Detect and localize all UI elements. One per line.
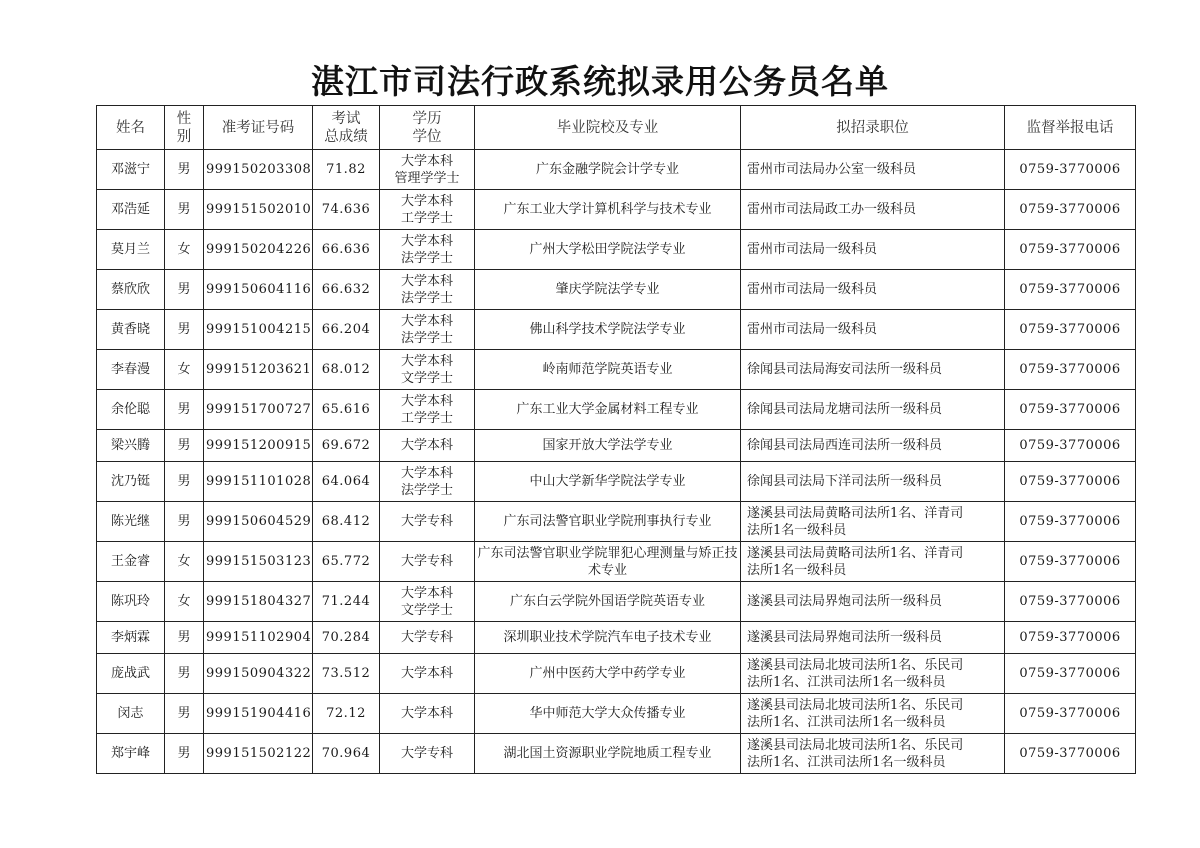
cell-education-degree: 大学本科 (400, 393, 453, 409)
cell-score: 66.636 (313, 230, 380, 270)
cell-name: 梁兴腾 (97, 430, 165, 462)
cell-name: 陈光继 (97, 502, 165, 542)
cell-school: 广东金融学院会计学专业 (475, 150, 741, 190)
cell-exam-id: 999151102904 (204, 622, 313, 654)
cell-education (380, 694, 475, 734)
table-row (97, 502, 1136, 542)
table-row (97, 150, 1136, 190)
cell-exam-id: 999150203308 (204, 150, 313, 190)
cell-exam-id: 999151502010 (204, 190, 313, 230)
cell-exam-id: 999151503123 (204, 542, 313, 582)
cell-school: 肇庆学院法学专业 (475, 270, 741, 310)
cell-education-degree: 大学本科 (400, 585, 453, 601)
cell-phone: 0759-3770006 (1005, 190, 1136, 230)
cell-name: 余伦聪 (97, 390, 165, 430)
cell-phone: 0759-3770006 (1005, 230, 1136, 270)
table-row (97, 350, 1136, 390)
cell-education (380, 230, 475, 270)
cell-education-degree: 大学本科 (400, 666, 453, 681)
cell-education-degree: 大学本科 (400, 153, 453, 169)
cell-position-line1: 遂溪县司法局界炮司法所一级科员 (747, 594, 943, 609)
cell-phone: 0759-3770006 (1005, 622, 1136, 654)
cell-phone: 0759-3770006 (1005, 502, 1136, 542)
cell-position-line2: 法所1名一级科员 (747, 562, 847, 578)
cell-position (741, 462, 1005, 502)
cell-phone: 0759-3770006 (1005, 270, 1136, 310)
header-score (313, 106, 380, 150)
table-row (97, 270, 1136, 310)
cell-education-title: 工学学士 (400, 410, 453, 426)
table-row (97, 230, 1136, 270)
cell-education (380, 582, 475, 622)
cell-education-degree: 大学专科 (400, 630, 453, 645)
cell-gender: 女 (165, 350, 204, 390)
cell-position (741, 694, 1005, 734)
cell-phone: 0759-3770006 (1005, 542, 1136, 582)
cell-position-line2: 法所1名、江洪司法所1名一级科员 (747, 754, 946, 770)
cell-name: 沈乃铤 (97, 462, 165, 502)
cell-education-title: 文学学士 (400, 370, 453, 386)
cell-name: 李炳霖 (97, 622, 165, 654)
cell-exam-id: 999150204226 (204, 230, 313, 270)
cell-exam-id: 999150604529 (204, 502, 313, 542)
table-row (97, 582, 1136, 622)
cell-position-line1: 雷州市司法局一级科员 (747, 282, 878, 297)
cell-name: 蔡欣欣 (97, 270, 165, 310)
cell-name: 王金睿 (97, 542, 165, 582)
cell-phone: 0759-3770006 (1005, 694, 1136, 734)
cell-position (741, 622, 1005, 654)
cell-position-line1: 徐闻县司法局下洋司法所一级科员 (747, 474, 943, 489)
cell-position-line1: 遂溪县司法局北坡司法所1名、乐民司 (747, 697, 964, 713)
cell-name: 邓浩延 (97, 190, 165, 230)
cell-exam-id: 999150604116 (204, 270, 313, 310)
cell-gender: 男 (165, 430, 204, 462)
cell-school: 广东司法警官职业学院罪犯心理测量与矫正技术专业 (475, 542, 741, 582)
table-row (97, 734, 1136, 774)
table-row (97, 462, 1136, 502)
cell-gender: 男 (165, 734, 204, 774)
cell-gender: 男 (165, 694, 204, 734)
cell-score: 66.632 (313, 270, 380, 310)
cell-position (741, 734, 1005, 774)
cell-school: 广东白云学院外国语学院英语专业 (475, 582, 741, 622)
cell-name: 李春漫 (97, 350, 165, 390)
cell-score: 68.012 (313, 350, 380, 390)
header-education-line1: 学历 (412, 110, 442, 127)
cell-position (741, 190, 1005, 230)
cell-position (741, 350, 1005, 390)
header-score-line1: 考试 (331, 110, 361, 127)
cell-gender: 男 (165, 270, 204, 310)
cell-exam-id: 999151200915 (204, 430, 313, 462)
cell-position (741, 310, 1005, 350)
cell-name: 闵志 (97, 694, 165, 734)
cell-education (380, 430, 475, 462)
cell-school: 广州中医药大学中药学专业 (475, 654, 741, 694)
cell-position (741, 270, 1005, 310)
header-gender (165, 106, 204, 150)
cell-position (741, 502, 1005, 542)
header-score-line2: 总成绩 (324, 128, 368, 145)
cell-education-degree: 大学本科 (400, 313, 453, 329)
cell-phone: 0759-3770006 (1005, 654, 1136, 694)
cell-score: 65.616 (313, 390, 380, 430)
table-row (97, 622, 1136, 654)
cell-gender: 男 (165, 654, 204, 694)
cell-exam-id: 999151700727 (204, 390, 313, 430)
cell-education-title: 法学学士 (400, 482, 453, 498)
cell-score: 70.284 (313, 622, 380, 654)
cell-position-line1: 雷州市司法局办公室一级科员 (747, 162, 917, 177)
cell-position-line1: 徐闻县司法局海安司法所一级科员 (747, 362, 943, 377)
header-gender-line2: 别 (176, 128, 192, 145)
cell-phone: 0759-3770006 (1005, 582, 1136, 622)
cell-education-title: 管理学学士 (394, 170, 460, 186)
cell-education-degree: 大学本科 (400, 465, 453, 481)
cell-phone: 0759-3770006 (1005, 310, 1136, 350)
cell-education (380, 310, 475, 350)
table-row (97, 390, 1136, 430)
cell-education-degree: 大学专科 (400, 554, 453, 569)
cell-gender: 男 (165, 462, 204, 502)
cell-score: 68.412 (313, 502, 380, 542)
cell-education-degree: 大学本科 (400, 353, 453, 369)
cell-gender: 男 (165, 390, 204, 430)
table-row (97, 430, 1136, 462)
cell-phone: 0759-3770006 (1005, 462, 1136, 502)
cell-gender: 男 (165, 502, 204, 542)
cell-phone: 0759-3770006 (1005, 430, 1136, 462)
cell-gender: 女 (165, 542, 204, 582)
cell-phone: 0759-3770006 (1005, 350, 1136, 390)
document-title: 湛江市司法行政系统拟录用公务员名单 (311, 62, 889, 101)
header-school: 毕业院校及专业 (475, 106, 741, 150)
cell-name: 庞战武 (97, 654, 165, 694)
cell-gender: 男 (165, 190, 204, 230)
cell-education-title: 工学学士 (400, 210, 453, 226)
cell-phone: 0759-3770006 (1005, 150, 1136, 190)
cell-gender: 女 (165, 582, 204, 622)
cell-score: 69.672 (313, 430, 380, 462)
cell-education-degree: 大学本科 (400, 193, 453, 209)
header-education-line2: 学位 (412, 128, 442, 145)
cell-education-degree: 大学本科 (400, 273, 453, 289)
cell-score: 71.244 (313, 582, 380, 622)
cell-position (741, 542, 1005, 582)
cell-score: 66.204 (313, 310, 380, 350)
cell-education-title: 法学学士 (400, 330, 453, 346)
cell-position-line1: 徐闻县司法局龙塘司法所一级科员 (747, 402, 943, 417)
cell-school: 广东工业大学计算机科学与技术专业 (475, 190, 741, 230)
cell-position-line1: 雷州市司法局一级科员 (747, 242, 878, 257)
cell-position-line1: 雷州市司法局政工办一级科员 (747, 202, 917, 217)
table-row (97, 654, 1136, 694)
cell-school: 深圳职业技术学院汽车电子技术专业 (475, 622, 741, 654)
cell-position-line2: 法所1名、江洪司法所1名一级科员 (747, 674, 946, 690)
cell-position (741, 582, 1005, 622)
cell-gender: 男 (165, 310, 204, 350)
cell-position-line1: 遂溪县司法局黄略司法所1名、洋青司 (747, 505, 964, 521)
cell-score: 70.964 (313, 734, 380, 774)
cell-education (380, 270, 475, 310)
table-row (97, 542, 1136, 582)
cell-position-line1: 雷州市司法局一级科员 (747, 322, 878, 337)
cell-name: 邓滋宁 (97, 150, 165, 190)
cell-education (380, 350, 475, 390)
cell-education (380, 622, 475, 654)
cell-position (741, 230, 1005, 270)
cell-school: 华中师范大学大众传播专业 (475, 694, 741, 734)
header-gender-line1: 性 (176, 110, 192, 127)
table-header-row (97, 106, 1136, 150)
cell-exam-id: 999150904322 (204, 654, 313, 694)
cell-education (380, 542, 475, 582)
cell-education (380, 390, 475, 430)
cell-education (380, 462, 475, 502)
cell-position (741, 390, 1005, 430)
cell-exam-id: 999151203621 (204, 350, 313, 390)
header-phone: 监督举报电话 (1005, 106, 1136, 150)
cell-exam-id: 999151804327 (204, 582, 313, 622)
cell-school: 佛山科学技术学院法学专业 (475, 310, 741, 350)
cell-position-line1: 遂溪县司法局北坡司法所1名、乐民司 (747, 657, 964, 673)
cell-score: 64.064 (313, 462, 380, 502)
cell-exam-id: 999151904416 (204, 694, 313, 734)
cell-gender: 男 (165, 150, 204, 190)
table-row (97, 694, 1136, 734)
cell-education-degree: 大学专科 (400, 746, 453, 761)
cell-score: 71.82 (313, 150, 380, 190)
cell-gender: 女 (165, 230, 204, 270)
cell-education (380, 190, 475, 230)
header-name: 姓名 (97, 106, 165, 150)
cell-education (380, 150, 475, 190)
table-body (97, 150, 1136, 774)
cell-education-title: 法学学士 (400, 290, 453, 306)
cell-position-line1: 徐闻县司法局西连司法所一级科员 (747, 438, 943, 453)
cell-position (741, 654, 1005, 694)
cell-education-title: 法学学士 (400, 250, 453, 266)
cell-name: 郑宇峰 (97, 734, 165, 774)
cell-school: 广州大学松田学院法学专业 (475, 230, 741, 270)
cell-position (741, 150, 1005, 190)
cell-position-line1: 遂溪县司法局黄略司法所1名、洋青司 (747, 545, 964, 561)
cell-position-line2: 法所1名一级科员 (747, 522, 847, 538)
cell-education-title: 文学学士 (400, 602, 453, 618)
cell-phone: 0759-3770006 (1005, 734, 1136, 774)
cell-score: 65.772 (313, 542, 380, 582)
cell-education-degree: 大学本科 (400, 706, 453, 721)
header-education (380, 106, 475, 150)
cell-name: 陈巩玲 (97, 582, 165, 622)
cell-school: 中山大学新华学院法学专业 (475, 462, 741, 502)
cell-score: 74.636 (313, 190, 380, 230)
cell-education-degree: 大学本科 (400, 438, 453, 453)
cell-education-degree: 大学本科 (400, 233, 453, 249)
cell-name: 莫月兰 (97, 230, 165, 270)
cell-position-line1: 遂溪县司法局北坡司法所1名、乐民司 (747, 737, 964, 753)
cell-gender: 男 (165, 622, 204, 654)
table-row (97, 190, 1136, 230)
cell-school: 国家开放大学法学专业 (475, 430, 741, 462)
cell-exam-id: 999151101028 (204, 462, 313, 502)
table-row (97, 310, 1136, 350)
header-exam-id: 准考证号码 (204, 106, 313, 150)
cell-position-line2: 法所1名、江洪司法所1名一级科员 (747, 714, 946, 730)
cell-education (380, 502, 475, 542)
cell-school: 广东司法警官职业学院刑事执行专业 (475, 502, 741, 542)
cell-score: 73.512 (313, 654, 380, 694)
cell-phone: 0759-3770006 (1005, 390, 1136, 430)
cell-exam-id: 999151004215 (204, 310, 313, 350)
cell-school: 湖北国土资源职业学院地质工程专业 (475, 734, 741, 774)
cell-school: 广东工业大学金属材料工程专业 (475, 390, 741, 430)
cell-exam-id: 999151502122 (204, 734, 313, 774)
cell-position-line1: 遂溪县司法局界炮司法所一级科员 (747, 630, 943, 645)
cell-name: 黄香晓 (97, 310, 165, 350)
cell-school: 岭南师范学院英语专业 (475, 350, 741, 390)
cell-education (380, 654, 475, 694)
cell-education-degree: 大学专科 (400, 514, 453, 529)
candidate-table (96, 105, 1136, 774)
header-position: 拟招录职位 (741, 106, 1005, 150)
cell-position (741, 430, 1005, 462)
cell-education (380, 734, 475, 774)
cell-score: 72.12 (313, 694, 380, 734)
